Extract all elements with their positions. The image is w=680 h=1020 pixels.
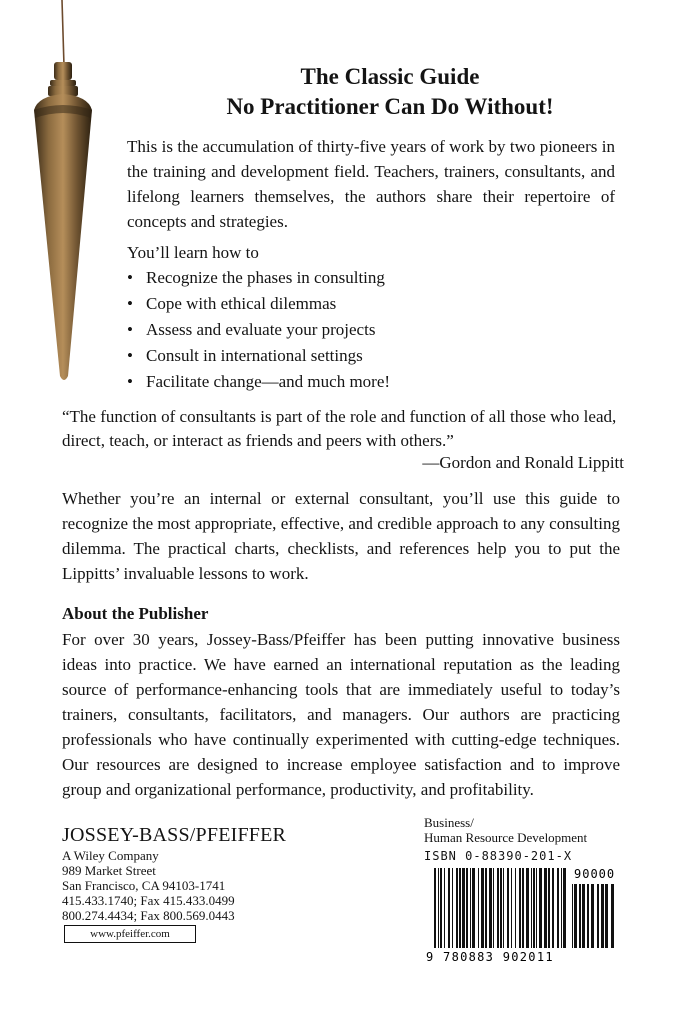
barcode-bar (533, 868, 535, 948)
barcode-bar (557, 868, 559, 948)
publisher-name: JOSSEY-BASS/PFEIFFER (62, 824, 287, 846)
barcode-bar (481, 868, 484, 948)
barcode-bar (544, 868, 547, 948)
barcode-bar (438, 868, 439, 948)
barcode-bar (605, 884, 608, 948)
barcode-bar (563, 868, 566, 948)
barcode-bar (462, 868, 465, 948)
barcode-bar (472, 868, 475, 948)
barcode-bar (522, 868, 524, 948)
barcode-bar (587, 884, 589, 948)
barcode-bar (574, 884, 577, 948)
barcode-bar (591, 884, 594, 948)
barcode-bar (503, 868, 504, 948)
barcode-bar (470, 868, 471, 948)
barcode-bar (582, 884, 585, 948)
barcode-bar (511, 868, 512, 948)
publisher-city: San Francisco, CA 94103-1741 (62, 878, 226, 893)
benefit-paragraph: Whether you’re an internal or external consultant, you’ll use this guide to recognize the most appropriate, effective, and credible approach to any consulting dilemma. The practical charts, checklists, and references help you to put the Lippitts’ invaluable lessons to work. (62, 489, 620, 583)
barcode-bar (572, 884, 573, 948)
list-item: • Facilitate change—and much more! (127, 372, 391, 391)
list-item: • Cope with ethical dilemmas (127, 294, 337, 313)
barcode-bar (478, 868, 479, 948)
publisher-website[interactable]: www.pfeiffer.com (64, 925, 196, 943)
barcode-number: 9 780883 902011 (426, 950, 554, 964)
barcode-bar (434, 868, 436, 948)
category-line-1: Business/ (424, 815, 474, 830)
ean-barcode-bars (434, 868, 566, 948)
learn-lead: You’ll learn how to (127, 243, 259, 262)
barcode-bar (456, 868, 458, 948)
category-line-2: Human Resource Development (424, 830, 588, 845)
barcode-bar (536, 868, 537, 948)
barcode-bar (459, 868, 461, 948)
about-heading: About the Publisher (62, 604, 209, 623)
barcode-bar (500, 868, 502, 948)
publisher-street: 989 Market Street (62, 863, 156, 878)
barcode-bar (611, 884, 614, 948)
quote-text: “The function of consultants is part of the role and function of all those who lead, direct, teach, or interact as friends and peers with others.” (62, 407, 617, 450)
headline-line-1: The Classic Guide (300, 64, 480, 89)
plumb-bob-illustration (20, 0, 130, 400)
list-item: • Assess and evaluate your projects (127, 320, 376, 339)
barcode-bar (552, 868, 554, 948)
barcode-bar (507, 868, 509, 948)
about-paragraph: For over 30 years, Jossey-Bass/Pfeiffer has been putting innovative business ideas into practice. We have earned an international reputation as the leading source of performance-enhancing tools that are immediately useful to today’s trainers, consultants, facilitators, and managers. Our authors are practicing professionals who have continually experimented with cutting-edge techniques. Our resources are designed to increase employee satisfaction and to improve group and organizational performance, productivity, and profitability. (62, 630, 620, 799)
barcode-bar (539, 868, 542, 948)
barcode-bar (515, 868, 516, 948)
list-item: • Recognize the phases in consulting (127, 268, 385, 287)
barcode-bar (579, 884, 581, 948)
category-label (424, 815, 587, 845)
barcode-bar (452, 868, 453, 948)
barcode-bar (489, 868, 492, 948)
barcode-bar (448, 868, 450, 948)
publisher-phone-2: 800.274.4434; Fax 800.569.0443 (62, 908, 235, 923)
intro-paragraph: This is the accumulation of thirty-five years of work by two pioneers in the training and development field. Teachers, trainers, consultants, and lifelong learners themselves, the authors share their repertoire of concepts and strategies. (127, 137, 615, 231)
learn-list (127, 265, 390, 395)
addon-barcode-bars (572, 884, 614, 948)
barcode-bar (526, 868, 529, 948)
barcode-bar (519, 868, 521, 948)
addon-number: 90000 (574, 867, 616, 881)
isbn-label: ISBN 0-88390-201-X (424, 849, 573, 863)
barcode-bar (485, 868, 487, 948)
publisher-address (62, 848, 235, 923)
barcode-bar (548, 868, 550, 948)
barcode-bar (444, 868, 445, 948)
publisher-phone-1: 415.433.1740; Fax 415.433.0499 (62, 893, 235, 908)
barcode-bar (597, 884, 599, 948)
list-item: • Consult in international settings (127, 346, 363, 365)
headline-line-2: No Practitioner Can Do Without! (226, 94, 554, 119)
barcode-bar (497, 868, 499, 948)
quote-attribution: —Gordon and Ronald Lippitt (422, 453, 624, 472)
publisher-company: A Wiley Company (62, 848, 159, 863)
barcode-bar (466, 868, 468, 948)
barcode-graphic (424, 864, 624, 984)
barcode-bar (601, 884, 604, 948)
barcode-bar (561, 868, 562, 948)
barcode-bar (493, 868, 494, 948)
barcode-bar (440, 868, 442, 948)
barcode-bar (531, 868, 532, 948)
